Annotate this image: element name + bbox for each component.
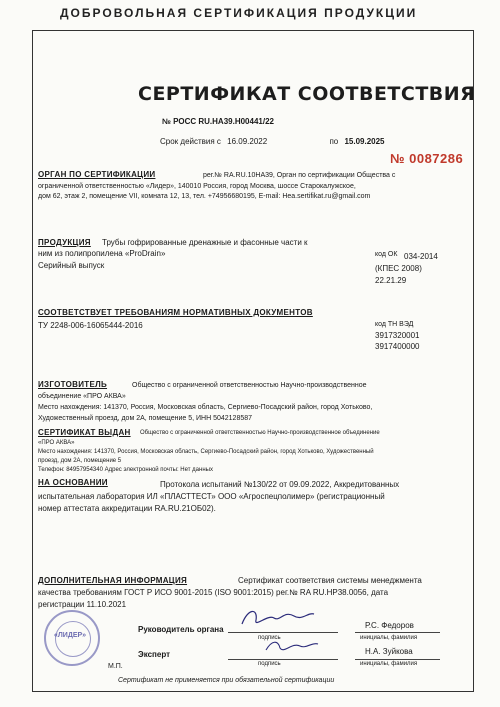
manufacturer-line-2: объединение «ПРО АКВА» [38, 393, 126, 400]
seal-text: «ЛИДЕР» [54, 632, 87, 639]
head-name-line [355, 623, 440, 633]
basis-line-3: номер аттестата аккредитации RA.RU.21ОБ02). [38, 504, 216, 513]
expert-signature [262, 636, 322, 656]
validity-to: 15.09.2025 [344, 137, 385, 146]
product-line-1: Трубы гофрированные дренажные и фасонные части к [102, 238, 308, 247]
manufacturer-label: ИЗГОТОВИТЕЛЬ [38, 380, 108, 389]
manufacturer-line-1: Общество с ограниченной ответственностью Научно-производственное [132, 382, 367, 389]
product-line-2: ним из полипропилена «ProDrain» [38, 249, 166, 258]
issued-label: СЕРТИФИКАТ ВЫДАН [38, 428, 131, 437]
okpd-line-3: 22.21.29 [375, 276, 407, 285]
tn-label: код ТН ВЭД [375, 321, 414, 328]
additional-label: ДОПОЛНИТЕЛЬНАЯ ИНФОРМАЦИЯ [38, 576, 188, 585]
product-label: ПРОДУКЦИЯ [38, 238, 91, 247]
header-title: ДОБРОВОЛЬНАЯ СЕРТИФИКАЦИЯ ПРОДУКЦИИ [60, 6, 418, 20]
validity-line [160, 137, 385, 147]
validity-to-label: по [329, 137, 339, 146]
head-sig-caption: подпись [258, 635, 281, 641]
basis-line-2: испытательная лаборатория ИЛ «ПЛАСТТЕСТ» ООО «Агроспецполимер» (регистрационный [38, 492, 385, 501]
mp-label: М.П. [108, 663, 123, 670]
product-line-3: Серийный выпуск [38, 261, 105, 270]
issued-line-2: «ПРО АКВА» [38, 440, 75, 446]
issued-line-3: Место нахождения: 141370, Россия, Московская область, Сергиево-Посадский район, город Хотьково, Художественный [38, 449, 374, 455]
expert-name-line [355, 650, 440, 660]
okpd-line-1: 034-2014 [404, 252, 438, 261]
issued-line-5: Телефон: 84957954340 Адрес электронной почты: Нет данных [38, 467, 213, 473]
tn-code-2: 3917400000 [375, 342, 420, 351]
issued-line-4: проезд, дом 2А, помещение 5 [38, 458, 122, 464]
okpd-line-2: (КПЕС 2008) [375, 264, 422, 273]
manufacturer-line-4: Художественный проезд, дом 2А, помещение 5, ИНН 5042128587 [38, 415, 253, 422]
cert-body-line-2: ограниченной ответственностью «Лидер», 140010 Россия, город Москва, шоссе Старокалужское, [38, 183, 356, 190]
head-name: Р.С. Федоров [365, 621, 414, 630]
head-label: Руководитель органа [138, 625, 224, 634]
cert-body-line-3: дом 62, этаж 2, помещение VII, комната 12, 13, тел. +74956680195, E-mail: Hea.sertifikat.ru@gmail.com [38, 193, 371, 200]
cert-body-label: ОРГАН ПО СЕРТИФИКАЦИИ [38, 170, 156, 179]
expert-name: Н.А. Зуйкова [365, 647, 413, 656]
serial-number: № 0087286 [390, 151, 464, 166]
basis-label: НА ОСНОВАНИИ [38, 478, 108, 487]
cert-body-line-1: рег.№ RA.RU.10НА39, Орган по сертификации Общества с [203, 172, 396, 179]
expert-initials-caption: инициалы, фамилия [360, 661, 418, 667]
certificate-number: № РОСС RU.НА39.Н00441/22 [162, 117, 274, 126]
tn-code-1: 3917320001 [375, 331, 420, 340]
validity-from-label: Срок действия с [160, 137, 221, 146]
additional-line-2: качества требованиям ГОСТ Р ИСО 9001-2015 (ISO 9001:2015) рег.№ RA RU.НР38.0056, дата [38, 588, 389, 597]
head-signature [238, 606, 318, 630]
additional-line-1: Сертификат соответствия системы менеджмента [238, 576, 422, 585]
additional-line-3: регистрации 11.10.2021 [38, 600, 127, 609]
validity-from: 16.09.2022 [227, 137, 268, 146]
compliance-doc: ТУ 2248-006-16065444-2016 [38, 321, 143, 330]
expert-sig-caption: подпись [258, 661, 281, 667]
certificate-title: СЕРТИФИКАТ СООТВЕТСТВИЯ [138, 83, 476, 105]
compliance-label: СООТВЕТСТВУЕТ ТРЕБОВАНИЯМ НОРМАТИВНЫХ ДОКУМЕНТОВ [38, 308, 313, 317]
footer-note: Сертификат не применяется при обязательной сертификации [118, 677, 335, 684]
basis-line-1: Протокола испытаний №130/22 от 09.09.2022, Аккредитованных [160, 480, 400, 489]
issued-line-1: Общество с ограниченной ответственностью Научно-производственное объединение [140, 430, 380, 436]
okpd-label: код ОК [375, 251, 398, 258]
manufacturer-line-3: Место нахождения: 141370, Россия, Московская область, Сергиево-Посадский район, город Хотьково, [38, 404, 373, 411]
head-initials-caption: инициалы, фамилия [360, 635, 418, 641]
expert-label: Эксперт [138, 650, 171, 659]
